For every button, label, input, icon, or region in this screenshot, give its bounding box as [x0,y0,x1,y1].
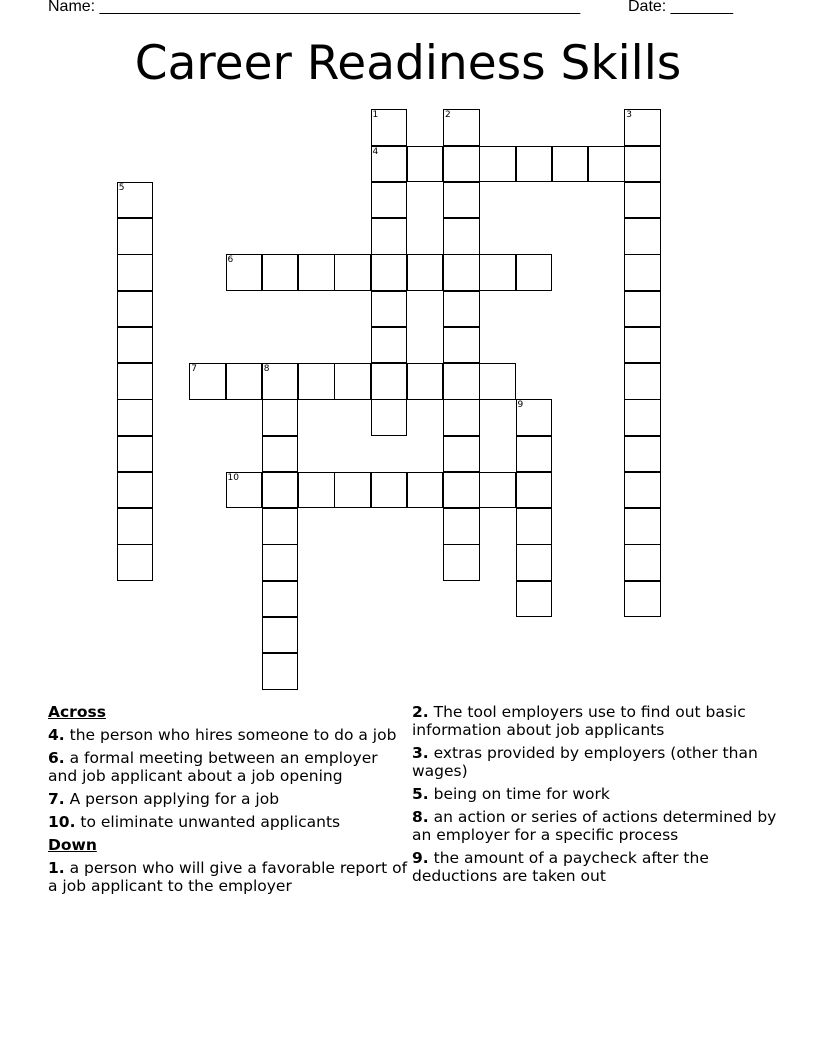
clue-across-10 [48,813,410,831]
grid-cell[interactable] [262,254,299,291]
grid-cell[interactable] [117,472,154,509]
clue-text: extras provided by employers (other than wages) [412,744,758,780]
grid-cell[interactable] [443,327,480,364]
grid-cell[interactable] [443,363,480,400]
grid-cell[interactable] [189,363,226,400]
grid-cell[interactable] [516,544,553,581]
clue-number: 4. [48,726,65,744]
across-heading: Across [48,703,106,721]
grid-cell[interactable] [371,109,408,146]
clue-text: the person who hires someone to do a job [69,726,397,744]
clue-text: to eliminate unwanted applicants [80,813,341,831]
clue-across-6 [48,749,410,785]
grid-cell[interactable] [624,399,661,436]
grid-cell[interactable] [479,146,516,183]
clue-text: a formal meeting between an employer and job applicant about a job opening [48,749,378,785]
grid-cell[interactable] [371,472,408,509]
clue-down-9 [412,849,782,885]
cell-number: 9 [517,400,524,411]
grid-cell[interactable] [552,146,589,183]
grid-cell[interactable] [516,508,553,545]
grid-cell[interactable] [407,472,444,509]
grid-cell[interactable] [371,146,408,183]
clue-across-7 [48,790,410,808]
grid-cell[interactable] [624,327,661,364]
grid-cell[interactable] [443,146,480,183]
grid-cell[interactable] [624,146,661,183]
grid-cell[interactable] [262,363,299,400]
grid-cell[interactable] [371,399,408,436]
grid-cell[interactable] [117,363,154,400]
grid-cell[interactable] [298,254,335,291]
grid-cell[interactable] [516,146,553,183]
grid-cell[interactable] [624,581,661,618]
grid-cell[interactable] [117,327,154,364]
grid-cell[interactable] [624,472,661,509]
grid-cell[interactable] [443,399,480,436]
clue-down-2 [412,703,782,739]
grid-cell[interactable] [443,508,480,545]
name-field[interactable]: Name: ______________________________________________________ [48,0,581,15]
grid-cell[interactable] [117,436,154,473]
cell-number: 8 [263,364,270,374]
grid-cell[interactable] [443,254,480,291]
grid-cell[interactable] [262,508,299,545]
grid-cell[interactable] [262,617,299,654]
down-heading: Down [48,836,97,854]
grid-cell[interactable] [479,254,516,291]
grid-cell[interactable] [624,544,661,581]
clue-text: an action or series of actions determined by an employer for a specific process [412,808,777,844]
grid-cell[interactable] [443,291,480,328]
grid-cell[interactable] [262,581,299,618]
grid-cell[interactable] [117,399,154,436]
grid-cell[interactable] [371,291,408,328]
grid-cell[interactable] [117,291,154,328]
clue-number: 3. [412,744,429,762]
grid-cell[interactable] [226,472,263,509]
grid-cell[interactable] [516,581,553,618]
clue-text: The tool employers use to find out basic information about job applicants [412,703,746,739]
grid-cell[interactable] [407,363,444,400]
cell-number: 4 [372,146,379,157]
clue-number: 9. [412,849,429,867]
clue-text: the amount of a paycheck after the deductions are taken out [412,849,709,885]
grid-cell[interactable] [371,218,408,255]
grid-cell[interactable] [371,327,408,364]
cell-number: 3 [626,110,632,121]
grid-cell[interactable] [624,291,661,328]
grid-cell[interactable] [226,363,263,400]
page-title: Career Readiness Skills [134,36,682,91]
grid-cell[interactable] [624,508,661,545]
cell-number: 5 [118,182,125,193]
clue-down-1 [48,859,410,895]
grid-cell[interactable] [407,146,444,183]
cell-number: 6 [227,255,234,266]
clues-column-left [48,703,410,900]
cell-number: 10 [227,472,239,483]
grid-cell[interactable] [262,399,299,436]
grid-cell[interactable] [624,436,661,473]
grid-cell[interactable] [334,472,371,509]
grid-cell[interactable] [443,544,480,581]
grid-cell[interactable] [624,363,661,400]
grid-cell[interactable] [443,436,480,473]
grid-cell[interactable] [479,363,516,400]
grid-cell[interactable] [298,472,335,509]
cell-number: 2 [445,110,451,121]
grid-cell[interactable] [407,254,444,291]
clue-number: 2. [412,703,429,721]
grid-cell[interactable] [443,472,480,509]
clue-number: 8. [412,808,429,826]
clue-text: a person who will give a favorable report of a job applicant to the employer [48,859,408,895]
grid-cell[interactable] [226,254,263,291]
clue-down-5 [412,785,782,803]
clue-number: 1. [48,859,65,877]
grid-cell[interactable] [371,182,408,219]
date-field[interactable]: Date: _______ [628,0,733,15]
grid-cell[interactable] [371,363,408,400]
grid-cell[interactable] [117,508,154,545]
clue-across-4 [48,726,410,744]
grid-cell[interactable] [516,254,553,291]
grid-cell[interactable] [516,436,553,473]
grid-cell[interactable] [262,653,299,690]
cell-number: 7 [191,364,197,374]
grid-cell[interactable] [117,182,154,219]
clue-down-3 [412,744,782,780]
clue-text: A person applying for a job [69,790,280,808]
grid-cell[interactable] [588,146,625,183]
grid-cell[interactable] [298,363,335,400]
grid-cell[interactable] [624,109,661,146]
grid-cell[interactable] [443,182,480,219]
cell-number: 1 [372,110,379,121]
grid-cell[interactable] [624,218,661,255]
grid-cell[interactable] [117,218,154,255]
header [48,0,768,20]
grid-cell[interactable] [117,544,154,581]
grid-cell[interactable] [443,109,480,146]
clues-column-right [412,703,782,890]
grid-cell[interactable] [262,436,299,473]
clue-text: being on time for work [433,785,610,803]
clue-number: 6. [48,749,65,767]
grid-cell[interactable] [624,182,661,219]
grid-cell[interactable] [117,254,154,291]
grid-cell[interactable] [516,472,553,509]
grid-cell[interactable] [371,254,408,291]
clue-number: 5. [412,785,429,803]
grid-cell[interactable] [262,544,299,581]
grid-cell[interactable] [334,254,371,291]
clue-number: 10. [48,813,76,831]
grid-cell[interactable] [262,472,299,509]
clue-down-8 [412,808,782,844]
grid-cell[interactable] [624,254,661,291]
grid-cell[interactable] [443,218,480,255]
grid-cell[interactable] [479,472,516,509]
clue-number: 7. [48,790,65,808]
grid-cell[interactable] [334,363,371,400]
grid-cell[interactable] [516,399,553,436]
